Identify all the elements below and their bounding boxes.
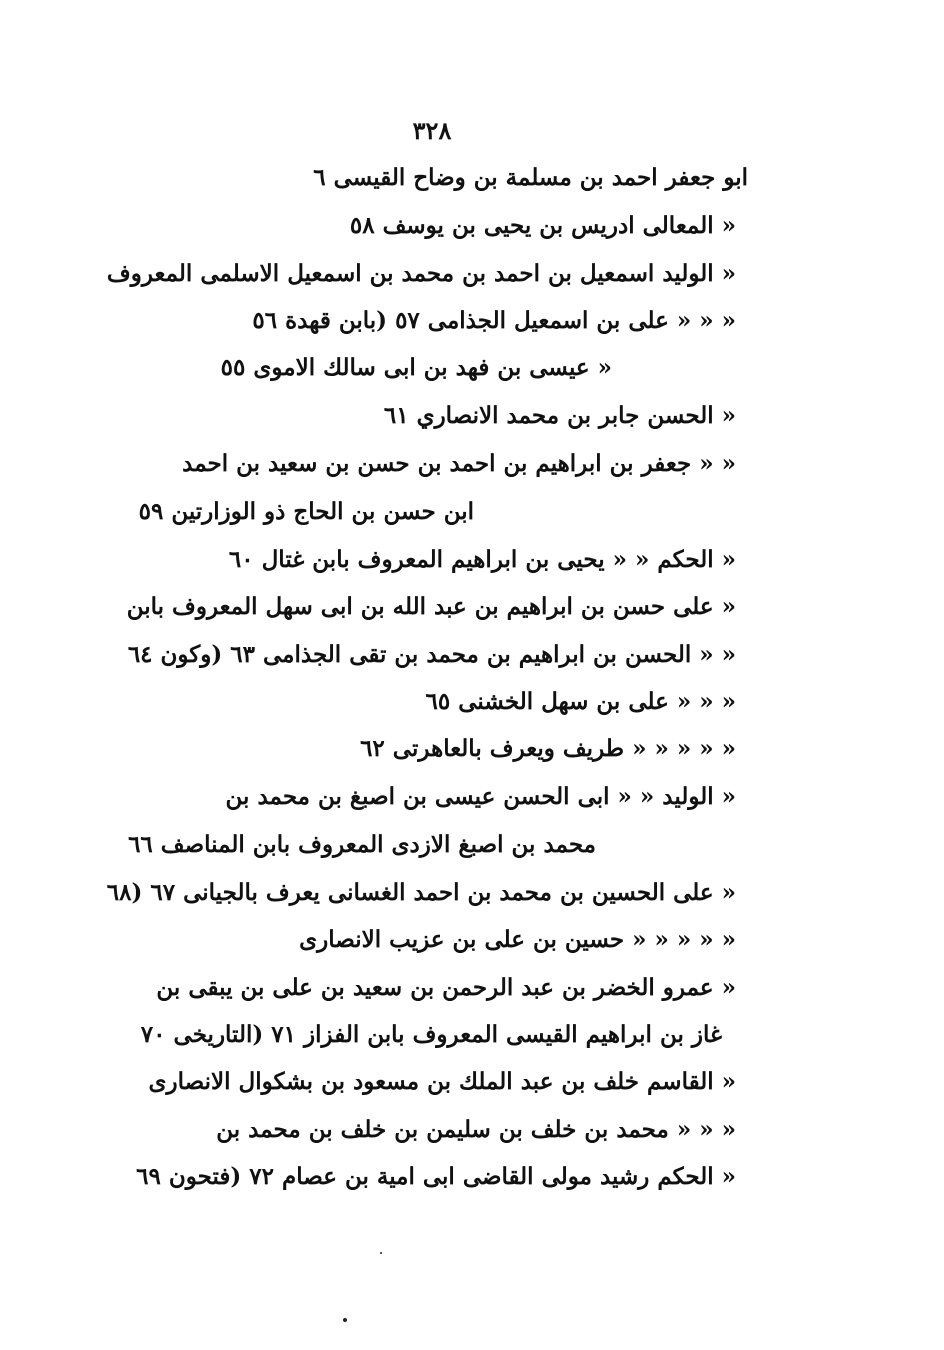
page-number: ٣٢٨ (412, 116, 452, 145)
text-line: « الوليد « « ابى الحسن عيسى بن اصبغ بن محمد بن (225, 783, 736, 810)
text-line: غاز بن ابراهيم القيسى المعروف بابن الفزاز ٧١ (التاريخى ٧٠ (140, 1021, 722, 1048)
text-line: « « « « « طريف ويعرف بالعاهرتى ٦٢ (360, 735, 736, 762)
text-line: ابو جعفر احمد بن مسلمة بن وضاح القيسى ٦ (313, 164, 748, 191)
text-line: « القاسم خلف بن عبد الملك بن مسعود بن بشكوال الانصارى (148, 1068, 736, 1095)
text-line: « « « « « حسين بن على بن عزيب الانصارى (299, 926, 736, 953)
text-line: « « جعفر بن ابراهيم بن احمد بن حسن بن سعيد بن احمد (182, 450, 736, 477)
text-line: محمد بن اصبغ الازدى المعروف بابن المناصف ٦٦ (128, 831, 596, 858)
text-line: « عمرو الخضر بن عبد الرحمن بن سعيد بن على بن يبقى بن (156, 974, 736, 1001)
text-line: « المعالى ادريس بن يحيى بن يوسف ٥٨ (349, 212, 736, 239)
text-line: « على حسن بن ابراهيم بن عبد الله بن ابى سهل المعروف بابن (126, 593, 736, 620)
text-line: « الوليد اسمعيل بن احمد بن محمد بن اسمعيل الاسلمى المعروف (106, 260, 736, 287)
text-line: « « « على بن سهل الخشنى ٦٥ (425, 688, 736, 715)
text-line: « « الحسن بن ابراهيم بن محمد بن تقى الجذامى ٦٣ (وكون ٦٤ (127, 641, 736, 668)
text-line: « الحكم « « يحيى بن ابراهيم المعروف بابن غتال ٦٠ (228, 546, 736, 573)
text-line: « الحكم رشيد مولى القاضى ابى امية بن عصام ٧٢ (فتحون ٦٩ (136, 1163, 736, 1190)
text-line: « على الحسين بن محمد بن احمد الغسانى يعرف بالجيانى ٦٧ (٦٨ (106, 879, 736, 906)
text-line: « الحسن جابر بن محمد الانصاري ٦١ (383, 402, 736, 429)
text-line: ابن حسن بن الحاج ذو الوزارتين ٥٩ (138, 498, 474, 525)
text-line: « « « محمد بن خلف بن سليمن بن خلف بن محمد بن (216, 1116, 736, 1143)
paper-speck (343, 1318, 347, 1322)
paper-speck (380, 1252, 382, 1254)
text-line: « عيسى بن فهد بن ابى سالك الاموى ٥٥ (220, 354, 612, 381)
text-line: « « « على بن اسمعيل الجذامى ٥٧ (بابن قهدة ٥٦ (252, 307, 736, 334)
